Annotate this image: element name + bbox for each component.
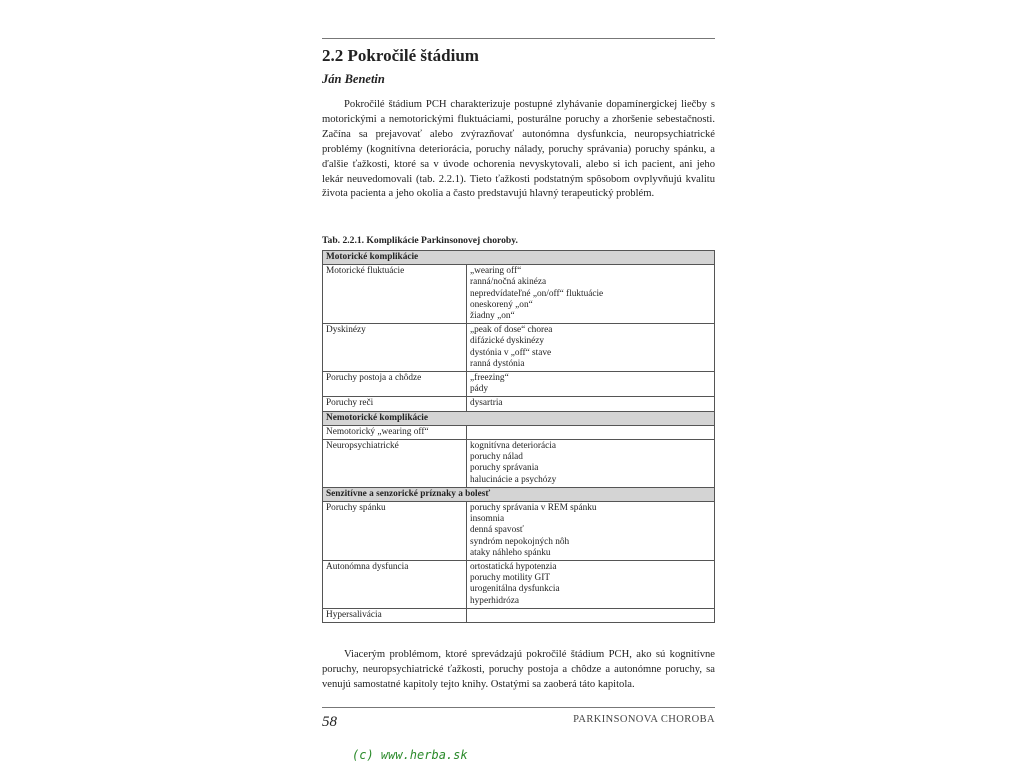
book-page [322, 0, 715, 768]
closing-paragraph-text: Viacerým problémom, ktoré sprevádzajú pokročilé štádium PCH, ako sú kognitívne poruchy, neuropsychiatrické ťažkosti, poruchy postoja a chôdze a autonómne poruchy, sa venujú samostatné kapitoly tejto knihy. Ostatými sa zaoberá táto kapitola. [322, 649, 715, 690]
complications-table-body [323, 251, 715, 623]
row-label: Hypersalivácia [323, 608, 467, 622]
row-label: Nemotorický „wearing off“ [323, 425, 467, 439]
row-item: kognitívna deteriorácia [470, 441, 556, 452]
closing-paragraph [322, 648, 715, 693]
table-row [323, 397, 715, 411]
table-row [323, 440, 715, 488]
section-title: Nemotorické komplikácie [323, 411, 715, 425]
row-item: poruchy nálad [470, 452, 523, 463]
row-item: pády [470, 384, 489, 395]
row-item: poruchy motility GIT [470, 573, 551, 584]
row-item: syndróm nepokojných nôh [470, 536, 570, 547]
row-label: Poruchy spánku [323, 502, 467, 561]
top-rule [322, 38, 715, 39]
section-title: Motorické komplikácie [323, 251, 715, 265]
table-row [323, 425, 715, 439]
row-item: halucinácie a psychózy [470, 474, 557, 485]
author-name: Ján Benetin [322, 72, 385, 86]
running-footer-title: PARKINSONOVA CHOROBA [573, 714, 715, 725]
row-item: „freezing“ [470, 373, 509, 384]
row-item: žiadny „on“ [470, 311, 515, 322]
row-item: ranná/nočná akinéza [470, 277, 547, 288]
row-item: ataky náhleho spánku [470, 547, 551, 558]
row-item: dysartria [470, 398, 503, 409]
row-item: ortostatická hypotenzia [470, 562, 557, 573]
row-items [467, 397, 715, 411]
table-row [323, 502, 715, 561]
row-items [467, 502, 715, 561]
row-item: oneskorený „on“ [470, 299, 533, 310]
row-label: Neuropsychiatrické [323, 440, 467, 488]
table-section-header [323, 411, 715, 425]
row-item: denná spavosť [470, 525, 524, 536]
chapter-title: 2.2 Pokročilé štádium [322, 46, 479, 65]
row-item: difázické dyskinézy [470, 336, 545, 347]
row-items [467, 561, 715, 609]
row-label: Motorické fluktuácie [323, 265, 467, 324]
table-row [323, 608, 715, 622]
table-section-header [323, 251, 715, 265]
row-items [467, 265, 715, 324]
row-item: dystónia v „off“ stave [470, 347, 552, 358]
row-label: Poruchy postoja a chôdze [323, 372, 467, 397]
row-item: insomnia [470, 514, 505, 525]
row-item: poruchy správania [470, 463, 539, 474]
page-number: 58 [322, 714, 337, 730]
bottom-rule [322, 707, 715, 708]
table-row [323, 324, 715, 372]
section-title: Senzitívne a senzorické príznaky a bolesť [323, 487, 715, 501]
row-item: nepredvídateľné „on/off“ fluktuácie [470, 288, 604, 299]
intro-paragraph-text: Pokročilé štádium PCH charakterizuje postupné zlyhávanie dopamínergickej liečby s motorickými a nemotorickými fluktuáciami, posturálne poruchy a zhoršenie sebestačnosti. Začína sa prejavovať alebo zvýrazňovať autonómna dysfunkcia, neuropsychiatrické problémy (kognitívna deteriorácia, poruchy nálady, poruchy správania) poruchy spánku, a ďalšie ťažkosti, ktoré sa v úvode ochorenia nevyskytovali, alebo si ich pacient, ani jeho lekár neuvedomovali (tab. 2.2.1). Tieto ťažkosti podstatným spôsobom ovplyvňujú kvalitu života pacienta a jeho okolia a často predstavujú hlavný terapeutický problém. [322, 99, 715, 200]
row-items [467, 425, 715, 439]
table-caption: Tab. 2.2.1. Komplikácie Parkinsonovej choroby. [322, 235, 518, 246]
table-row [323, 265, 715, 324]
row-item: poruchy správania v REM spánku [470, 503, 597, 514]
row-label: Poruchy reči [323, 397, 467, 411]
intro-paragraph [322, 98, 715, 202]
copyright-watermark: (c) www.herba.sk [352, 748, 468, 762]
row-item: „peak of dose“ chorea [470, 325, 553, 336]
complications-table [322, 250, 715, 623]
row-items [467, 324, 715, 372]
row-item: ranná dystónia [470, 358, 525, 369]
row-label: Autonómna dysfuncia [323, 561, 467, 609]
row-items [467, 608, 715, 622]
row-items [467, 372, 715, 397]
row-label: Dyskinézy [323, 324, 467, 372]
row-item: urogenitálna dysfunkcia [470, 584, 560, 595]
row-item: „wearing off“ [470, 266, 522, 277]
table-row [323, 561, 715, 609]
table-section-header [323, 487, 715, 501]
row-item: hyperhidróza [470, 595, 520, 606]
table-row [323, 372, 715, 397]
row-items [467, 440, 715, 488]
